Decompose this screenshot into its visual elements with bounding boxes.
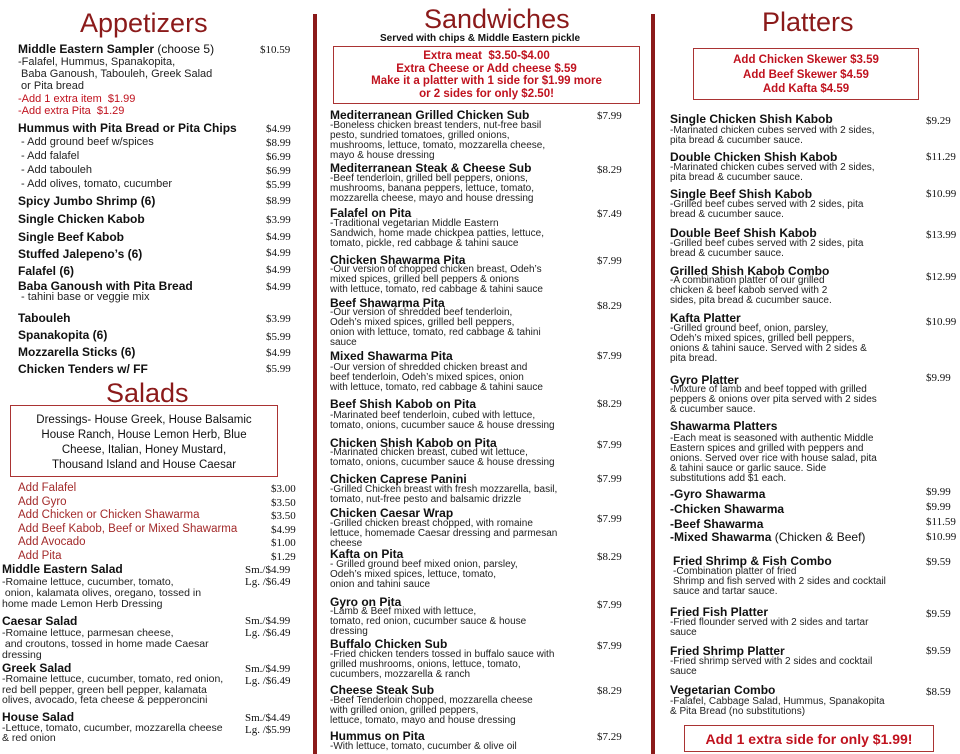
greek-salad-description: -Romaine lettuce, cucumber, tomato, red onion, red bell pepper, green bell pepper, kalamata olives, avocado, feta cheese & pepperoncini: [2, 673, 224, 706]
gyro-shawarma: -Gyro Shawarma: [670, 487, 766, 501]
sandwich-description: -Boneless chicken breast tenders, nut-free basil pesto, sundried tomatoes, grilled onions, mushrooms, lettuce, tomato, mozzarella cheese, mayo & house dressing: [330, 120, 546, 161]
salad-addon-prices: $3.00 $3.50 $3.50 $4.99 $1.00 $1.29: [271, 483, 296, 563]
platter-name: Double Chicken Shish Kabob: [670, 150, 838, 164]
platter-description: -Fried shrimp served with 2 sides and cocktail sauce: [670, 656, 873, 677]
sandwich-name: Kafta on Pita: [330, 547, 404, 561]
sandwich-price: $8.29: [597, 398, 622, 410]
sandwiches-title: Sandwiches: [424, 4, 570, 34]
house-salad-description: -Lettuce, tomato, cucumber, mozzarella cheese & red onion: [2, 722, 223, 744]
sandwich-description: -Beef Tenderloin chopped, mozzarella cheese with grilled onion, grilled peppers, lettuce, tomato, mayo and house dressing: [330, 695, 533, 726]
platter-name: Single Chicken Shish Kabob: [670, 112, 833, 126]
sandwich-name: Mixed Shawarma Pita: [330, 349, 453, 363]
price-falafel: $4.99: [266, 264, 291, 276]
price-sampler: $10.59: [260, 44, 291, 56]
platter-description: -Grilled beef cubes served with 2 sides, pita bread & cucumber sauce.: [670, 199, 864, 220]
platter-price: $12.99: [926, 271, 957, 283]
sandwich-description: -Beef tenderloin, grilled bell peppers, onions, mushrooms, banana peppers, lettuce, tomato, mozzarella cheese, mayo and house dressing: [330, 173, 535, 204]
price-greek-salad: Sm./$4.99 Lg. /$6.49: [245, 663, 291, 687]
sandwich-price: $7.99: [597, 110, 622, 122]
price-shrimp: $8.99: [266, 195, 291, 207]
sandwich-price: $7.99: [597, 599, 622, 611]
sandwich-description: -Marinated beef tenderloin, cubed with lettuce, tomato, onions, cucumber sauce & house dressing: [330, 410, 555, 431]
hummus-option-prices: $8.99 $6.99 $6.99 $5.99: [266, 137, 291, 191]
price-gyro-shawarma: $9.99: [926, 486, 951, 498]
price-mixed-shawarma: $10.99: [926, 531, 957, 543]
sandwich-name: Chicken Caesar Wrap: [330, 506, 454, 520]
price-mozzarella-sticks: $4.99: [266, 347, 291, 359]
dressings-list: Dressings- House Greek, House Balsamic House Ranch, House Lemon Herb, Blue Cheese, Italian, Honey Mustard, Thousand Island and House Caesar: [36, 414, 252, 471]
price-spanakopita: $5.99: [266, 331, 291, 343]
sampler-addon-pita: -Add extra Pita $1.29: [18, 105, 125, 117]
dressings-box: [10, 405, 278, 477]
menu-item-spicy-jumbo-shrimp: Spicy Jumbo Shrimp (6): [18, 194, 156, 208]
menu-item-tabouleh: Tabouleh: [18, 311, 71, 325]
shawarma-platters-description: -Each meat is seasoned with authentic Middle Eastern spices and grilled with peppers and onions. Served over rice with house salad, pita & tahini sauce or garlic sauce. Side substitutions add $1 each.: [670, 433, 877, 484]
extra-side-text: Add 1 extra side for only $1.99!: [705, 731, 913, 747]
sandwich-description: -Grilled chicken breast chopped, with romaine lettuce, homemade Caesar dressing and parmesan cheese: [330, 518, 558, 549]
sandwich-promo-text: Extra meat $3.50-$4.00 Extra Cheese or Add cheese $.59 Make it a platter with 1 side for $1.99 more or 2 sides for only $2.50!: [371, 50, 602, 100]
menu-item-mozzarella-sticks: Mozzarella Sticks (6): [18, 345, 136, 359]
hummus-options: - Add ground beef w/spices - Add falafel - Add tabouleh - Add olives, tomato, cucumber: [21, 136, 173, 190]
platter-name: Fried Fish Platter: [670, 605, 769, 619]
sandwich-description: -Our version of shredded beef tenderloin, Odeh’s mixed spices, grilled bell peppers, onion with lettuce, tomato, red cabbage & tahini sauce: [330, 307, 541, 348]
platter-price: $9.59: [926, 556, 951, 568]
sandwich-price: $7.99: [597, 513, 622, 525]
platter-promo-box: [693, 48, 919, 100]
sandwich-price: $7.99: [597, 640, 622, 652]
sandwich-price: $7.49: [597, 208, 622, 220]
platter-name: Gyro Platter: [670, 373, 739, 387]
sandwich-description: -Our version of shredded chicken breast and beef tenderloin, Odeh’s mixed spices, onion with lettuce, tomato, red cabbage & tahini sauce: [330, 362, 543, 393]
price-chicken-kabob: $3.99: [266, 214, 291, 226]
sandwich-name: Chicken Shawarma Pita: [330, 253, 466, 267]
salads-title: Salads: [106, 378, 189, 408]
sandwich-description: -Grilled Chicken breast with fresh mozzarella, basil, tomato, nut-free pesto and balsamic drizzle: [330, 484, 558, 505]
beef-shawarma: -Beef Shawarma: [670, 517, 764, 531]
menu-item-single-chicken-kabob: Single Chicken Kabob: [18, 212, 145, 226]
platter-name: Kafta Platter: [670, 311, 741, 325]
sandwich-name: Beef Shish Kabob on Pita: [330, 397, 477, 411]
shawarma-platters-heading: Shawarma Platters: [670, 419, 778, 433]
price-house-salad: Sm./$4.49 Lg. /$5.99: [245, 712, 291, 736]
sandwiches-subtitle: Served with chips & Middle Eastern pickle: [380, 33, 581, 44]
platter-description: -Falafel, Cabbage Salad, Hummus, Spanakopita & Pita Bread (no substitutions): [670, 696, 885, 717]
sandwich-description: -Our version of chopped chicken breast, Odeh’s mixed spices, grilled bell peppers & onions with lettuce, tomato, red cabbage & tahini sauce: [330, 264, 543, 295]
platter-description: -Combination platter of fried Shrimp and fish served with 2 sides and cocktail sauce and tartar sauce.: [673, 566, 886, 597]
sandwich-price: $8.29: [597, 551, 622, 563]
price-chicken-tenders: $5.99: [266, 363, 291, 375]
column-divider-left: [313, 14, 317, 754]
sampler-description: -Falafel, Hummus, Spanakopita, Baba Ganoush, Tabouleh, Greek Salad or Pita bread: [18, 56, 213, 92]
platter-description: -Grilled beef cubes served with 2 sides, pita bread & cucumber sauce.: [670, 238, 864, 259]
platter-description: -Marinated chicken cubes served with 2 sides, pita bread & cucumber sauce.: [670, 125, 875, 146]
middle-eastern-salad-description: -Romaine lettuce, cucumber, tomato, onion, kalamata olives, oregano, tossed in home made Lemon Herb Dressing: [2, 576, 202, 610]
sandwich-name: Cheese Steak Sub: [330, 683, 435, 697]
platter-name: Fried Shrimp & Fish Combo: [673, 554, 832, 568]
menu-item-middle-eastern-salad: Middle Eastern Salad: [2, 562, 123, 576]
menu-item-falafel: Falafel (6): [18, 264, 75, 278]
price-caesar-salad: Sm./$4.99 Lg. /$6.49: [245, 615, 291, 639]
sandwich-price: $7.99: [597, 473, 622, 485]
menu-item-baba-ganoush: Baba Ganoush with Pita Bread: [18, 279, 193, 293]
platter-price: $9.59: [926, 608, 951, 620]
price-tabouleh: $3.99: [266, 313, 291, 325]
platter-description: -Mixture of lamb and beef topped with grilled peppers & onions over pita served with 2 sides & cucumber sauce.: [670, 384, 877, 415]
sandwich-name: Beef Shawarma Pita: [330, 296, 445, 310]
sandwich-price: $7.99: [597, 439, 622, 451]
sampler-addon-item: -Add 1 extra item $1.99: [18, 93, 136, 105]
platter-price: $9.99: [926, 372, 951, 384]
sandwich-description: - Grilled ground beef mixed onion, parsley, Odeh’s mixed spices, lettuce, tomato, onion and tahini sauce: [330, 559, 518, 590]
menu-item-caesar-salad: Caesar Salad: [2, 614, 78, 628]
sandwich-price: $8.29: [597, 300, 622, 312]
platter-price: $8.59: [926, 686, 951, 698]
menu-item-spanakopita: Spanakopita (6): [18, 328, 108, 342]
platter-name: Fried Shrimp Platter: [670, 644, 785, 658]
sandwich-description: -Traditional vegetarian Middle Eastern Sandwich, home made chickpea patties, lettuce, tomato, pickle, red cabbage & tahini sauce: [330, 218, 545, 249]
sandwich-name: Hummus on Pita: [330, 729, 425, 743]
platter-price: $9.29: [926, 115, 951, 127]
menu-item-single-beef-kabob: Single Beef Kabob: [18, 230, 125, 244]
sandwich-name: Chicken Shish Kabob on Pita: [330, 436, 497, 450]
platters-title: Platters: [762, 7, 854, 37]
menu-item-house-salad: House Salad: [2, 710, 75, 724]
menu-item-hummus: Hummus with Pita Bread or Pita Chips: [18, 121, 237, 135]
platter-name: Double Beef Shish Kabob: [670, 226, 817, 240]
sandwich-price: $7.99: [597, 255, 622, 267]
sandwich-name: Buffalo Chicken Sub: [330, 637, 448, 651]
price-jalepenos: $4.99: [266, 247, 291, 259]
menu-item-greek-salad: Greek Salad: [2, 661, 72, 675]
sandwich-price: $7.29: [597, 731, 622, 743]
platter-promo-text: Add Chicken Skewer $3.59 Add Beef Skewer $4.59 Add Kafta $4.59: [733, 54, 879, 95]
platter-price: $13.99: [926, 229, 957, 241]
sandwich-description: -Marinated chicken breast, cubed wit lettuce, tomato, onions, cucumber sauce & house dressing: [330, 447, 555, 468]
sandwich-name: Mediterranean Grilled Chicken Sub: [330, 108, 530, 122]
appetizers-title: Appetizers: [80, 8, 208, 38]
platter-price: $10.99: [926, 316, 957, 328]
sandwich-description: -Fried chicken tenders tossed in buffalo sauce with grilled mushrooms, onions, lettuce, tomato, cucumbers, mozzarella & ranch: [330, 649, 555, 680]
baba-ganoush-description: - tahini base or veggie mix: [18, 291, 150, 303]
platter-price: $11.29: [926, 151, 956, 163]
sandwich-name: Chicken Caprese Panini: [330, 472, 467, 486]
platter-description: -Grilled ground beef, onion, parsley, Odeh’s mixed spices, grilled bell peppers, onions & tahini sauce. Served with 2 sides & pita bread.: [670, 323, 867, 364]
platter-name: Grilled Shish Kabob Combo: [670, 264, 830, 278]
caesar-salad-description: -Romaine lettuce, parmesan cheese, and croutons, tossed in home made Caesar dressing: [2, 627, 209, 661]
price-chicken-shawarma: $9.99: [926, 501, 951, 513]
price-hummus: $4.99: [266, 123, 291, 135]
price-beef-kabob: $4.99: [266, 231, 291, 243]
salad-addons: Add Falafel Add Gyro Add Chicken or Chicken Shawarma Add Beef Kabob, Beef or Mixed Shawarma Add Avocado Add Pita: [18, 482, 238, 562]
price-baba-ganoush: $4.99: [266, 281, 291, 293]
sandwich-promo-box: [333, 46, 640, 104]
extra-side-box: [684, 725, 934, 752]
menu-item-stuffed-jalepenos: Stuffed Jalepeno’s (6): [18, 247, 143, 261]
platter-price: $10.99: [926, 188, 957, 200]
sandwich-price: $8.29: [597, 685, 622, 697]
mixed-shawarma: -Mixed Shawarma (Chicken & Beef): [670, 530, 866, 544]
sandwich-name: Falafel on Pita: [330, 206, 412, 220]
platter-description: -A combination platter of our grilled chicken & beef kabob served with 2 sides, pita bread & cucumber sauce.: [670, 275, 832, 306]
price-middle-eastern-salad: Sm./$4.99 Lg. /$6.49: [245, 564, 291, 588]
sandwich-price: $8.29: [597, 164, 622, 176]
sandwich-name: Mediterranean Steak & Cheese Sub: [330, 161, 532, 175]
platter-description: -Marinated chicken cubes served with 2 sides, pita bread & cucumber sauce.: [670, 162, 875, 183]
menu-item-chicken-tenders: Chicken Tenders w/ FF: [18, 362, 148, 376]
sandwich-description: -Lamb & Beef mixed with lettuce, tomato, red onion, cucumber sauce & house dressing: [330, 606, 527, 637]
column-divider-right: [651, 14, 655, 754]
sandwich-description: -With lettuce, tomato, cucumber & olive oil: [330, 741, 517, 752]
price-beef-shawarma: $11.59: [926, 516, 956, 528]
platter-price: $9.59: [926, 645, 951, 657]
sandwich-price: $7.99: [597, 350, 622, 362]
platter-name: Vegetarian Combo: [670, 683, 776, 697]
platter-description: -Fried flounder served with 2 sides and tartar sauce: [670, 617, 869, 638]
menu-item-middle-eastern-sampler: Middle Eastern Sampler (choose 5): [18, 42, 215, 56]
sandwich-name: Gyro on Pita: [330, 595, 402, 609]
platter-name: Single Beef Shish Kabob: [670, 187, 813, 201]
chicken-shawarma: -Chicken Shawarma: [670, 502, 785, 516]
